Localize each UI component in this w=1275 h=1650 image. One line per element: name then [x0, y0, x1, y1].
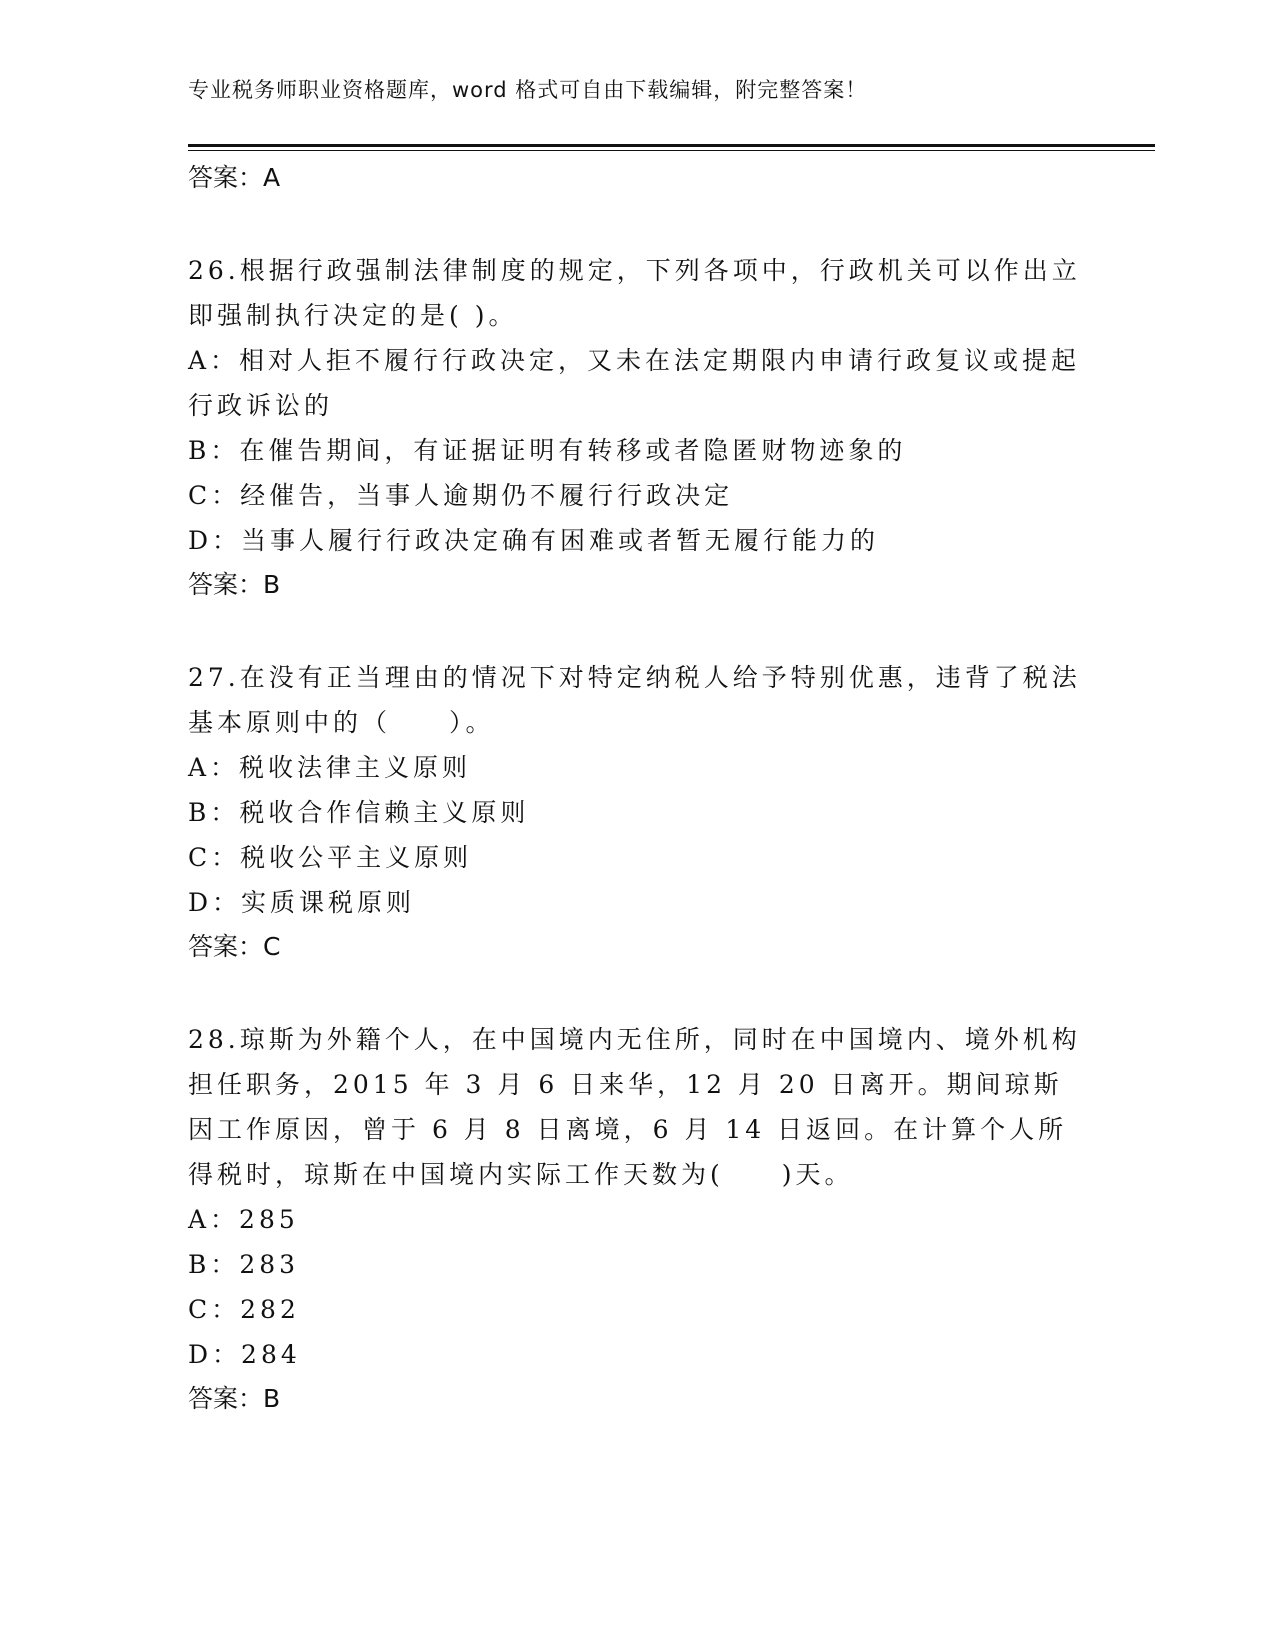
option-28-b: B：283: [188, 1250, 300, 1279]
answer-line-27: 答案：C: [188, 932, 281, 961]
question-text-26: 26.根据行政强制法律制度的规定，下列各项中，行政机关可以作出立即强制执行决定的是( )。: [188, 256, 1081, 330]
spacer: [188, 200, 1088, 248]
answer-line-28: 答案：B: [188, 1384, 281, 1413]
header-rule-thick: [188, 144, 1155, 147]
option-26-a: A：相对人拒不履行行政决定，又未在法定期限内申请行政复议或提起行政诉讼的: [188, 346, 1081, 420]
header-rule-thin: [188, 150, 1155, 151]
option-27-d: D：实质课税原则: [188, 888, 416, 917]
answer-line-26: 答案：B: [188, 570, 281, 599]
question-list: [188, 156, 1088, 1421]
page-header-note: 专业税务师职业资格题库，word 格式可自由下载编辑，附完整答案！: [188, 78, 868, 102]
option-26-c: C：经催告，当事人逾期仍不履行行政决定: [188, 481, 734, 510]
spacer: [188, 607, 1088, 655]
question-block-28: [188, 1017, 1088, 1421]
question-text-28: 28.琼斯为外籍个人，在中国境内无住所，同时在中国境内、境外机构担任职务，2015 年 3 月 6 日来华，12 月 20 日离开。期间琼斯因工作原因，曾于 6 月 8 日离境，6 月 14 日返回。在计算个人所得税时，琼斯在中国境内实际工作天数为( )天。: [188, 1025, 1081, 1189]
question-text-27: 27.在没有正当理由的情况下对特定纳税人给予特别优惠，违背了税法基本原则中的（ ）。: [188, 663, 1081, 737]
option-26-b: B：在催告期间，有证据证明有转移或者隐匿财物迹象的: [188, 436, 907, 465]
option-28-c: C：282: [188, 1295, 300, 1324]
option-27-b: B：税收合作信赖主义原则: [188, 798, 530, 827]
option-27-a: A：税收法律主义原则: [188, 753, 472, 782]
option-28-d: D：284: [188, 1340, 301, 1369]
option-27-c: C：税收公平主义原则: [188, 843, 473, 872]
option-28-a: A：285: [188, 1205, 299, 1234]
answer-line-prev: 答案：A: [188, 163, 281, 192]
spacer: [188, 969, 1088, 1017]
question-block-26: [188, 248, 1088, 607]
question-block-27: [188, 655, 1088, 969]
option-26-d: D：当事人履行行政决定确有困难或者暂无履行能力的: [188, 526, 880, 555]
